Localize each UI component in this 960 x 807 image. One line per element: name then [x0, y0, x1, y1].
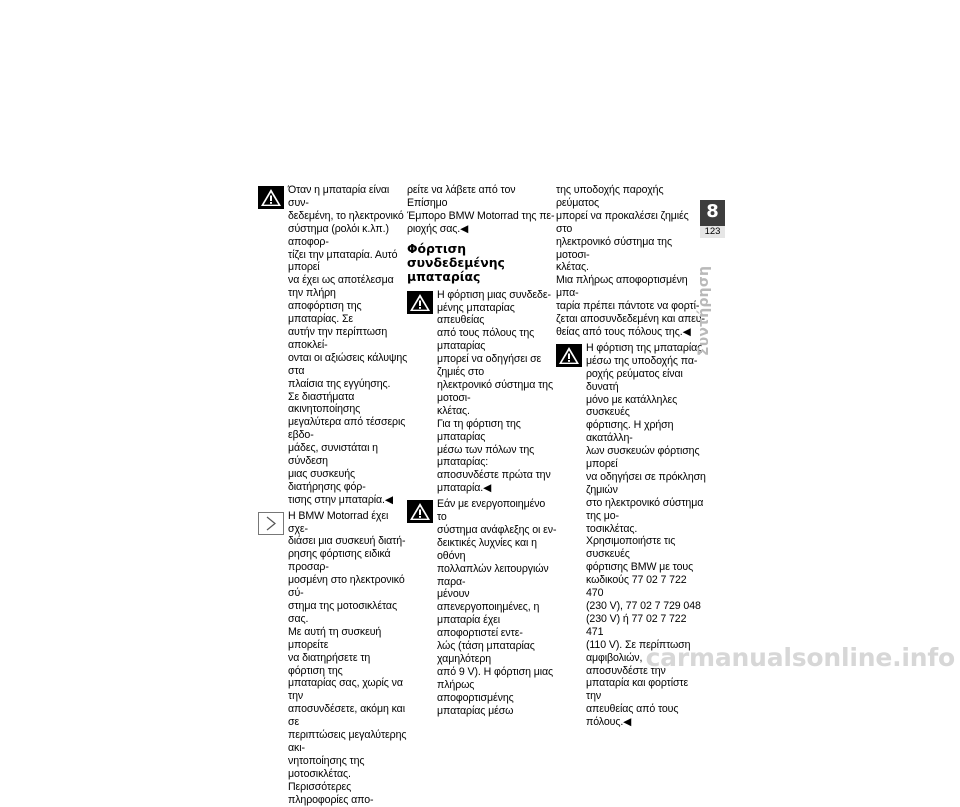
section-heading: Φόρτιση συνδεδεμένης μπαταρίας — [407, 240, 505, 284]
warning-1-text-tail: σύστημα (ρολόι κ.λπ.) αποφορ- τίζει την μπαταρία. Αυτό μπορεί να έχει ως αποτέλεσμα την πλήρη αποφόρτιση της μπαταρίας. Σε αυτήν την περίπτωση αποκλεί- ονται οι αξιώσεις κάλυψης στα πλαίσια της εγγύησης. Σε διαστήματα ακινητοποίησης μεγαλύτερα από τέσσερις εβδο- μάδες, συνιστάται η σύνδεση μιας συσκευής διατήρησης φόρ- τισης στην μπαταρία.◀ — [288, 222, 408, 506]
chapter-side-title: Συντήρηση — [696, 265, 712, 356]
warning-4-text-tail: ροχής ρεύματος είναι δυνατή μόνο με κατάλληλες συσκευές φόρτισης. Η χρήση ακατάλλη- λων συσκευών φόρτισης μπορεί να οδηγήσει σε πρόκληση ζημιών στο ηλεκτρονικό σύστημα της μο- τοσικλέτας. Χρησιμοποιήστε τις συσκευές φόρτισης BMW με τους κωδικούς 77 02 7 722 470 (230 V), 77 02 7 729 048 (230 V) ή 77 02 7 722 471 (110 V). Σε περίπτωση αμφιβολιών, αποσυνδέστε την μπαταρία και φορτίστε την απευθείας από τους πόλους.◀ — [586, 367, 706, 729]
warning-triangle-icon — [407, 291, 433, 314]
warning-1-text-head: Όταν η μπαταρία είναι συν- δεδεμένη, το ηλεκτρονικό — [288, 184, 404, 222]
col2-intro-text: ρείτε να λάβετε από τον Επίσημο Έμπορο BMW Motorrad της πε- ριοχής σας.◀ — [407, 184, 555, 235]
note-block-1 — [258, 510, 408, 807]
warning-block-3 — [407, 498, 557, 717]
warning-3-text-tail: δεικτικές λυχνίες και η οθόνη πολλαπλών λειτουργιών παρα- μένουν απενεργοποιημένες, η μπαταρία έχει αποφορτιστεί εντε- λώς (τάση μπαταρίας χαμηλότερη από 9 V). Η φόρτιση μιας πλήρως αποφορτισμένης μπαταρίας μέσω — [437, 536, 554, 717]
warning-block-2 — [407, 289, 557, 496]
warning-2-text-head: Η φόρτιση μιας συνδεδε- μένης μπαταρίας απευθείας — [437, 288, 551, 327]
page-number: 123 — [700, 226, 725, 238]
warning-block-1 — [258, 184, 408, 507]
watermark-text: carmanualsonline.info — [645, 643, 955, 672]
warning-triangle-icon — [556, 344, 582, 367]
warning-3-text-head: Εάν με ενεργοποιημένο το σύστημα ανάφλεξης οι εν- — [437, 498, 557, 536]
note-text-head: Η BMW Motorrad έχει σχε- διάσει μια συσκευή διατή- — [288, 509, 406, 548]
note-arrow-icon — [258, 512, 284, 535]
warning-4-text-head: Η φόρτιση της μπαταρίας μέσω της υποδοχής πα- — [586, 341, 703, 367]
text-column-2 — [407, 184, 557, 718]
col3-intro-text: της υποδοχής παροχής ρεύματος μπορεί να προκαλέσει ζημιές στο ηλεκτρονικό σύστημα της μοτοσι- κλέτας. Μια πλήρως αποφορτισμένη μπα- ταρία πρέπει πάντοτε να φορτί- ζεται αποσυνδεδεμένη και απευ- θείας από τους πόλους της.◀ — [556, 184, 705, 338]
warning-2-text-tail: από τους πόλους της μπαταρίας μπορεί να οδηγήσει σε ζημιές στο ηλεκτρονικό σύστημα της μοτοσι- κλέτας. Για τη φόρτιση της μπαταρίας μέσω των πόλων της μπαταρίας: αποσυνδέστε πρώτα την μπαταρία.◀ — [437, 327, 553, 495]
warning-triangle-icon — [258, 186, 284, 209]
chapter-number: 8 — [706, 201, 719, 222]
text-column-1 — [258, 184, 408, 807]
warning-triangle-icon — [407, 500, 433, 523]
note-text-tail: ρησης φόρτισης ειδικά προσαρ- μοσμένη στο ηλεκτρονικό σύ- στημα της μοτοσικλέτας σας. Με αυτή τη συσκευή μπορείτε να διατηρήσετε τη φόρτιση της μπαταρίας σας, χωρίς να την αποσυνδέσετε, ακόμη και σε περιπτώσεις μεγαλύτερης ακι- νητοποίησης της μοτοσικλέτας. Περισσότερες πληροφορίες απο- — [288, 548, 407, 806]
